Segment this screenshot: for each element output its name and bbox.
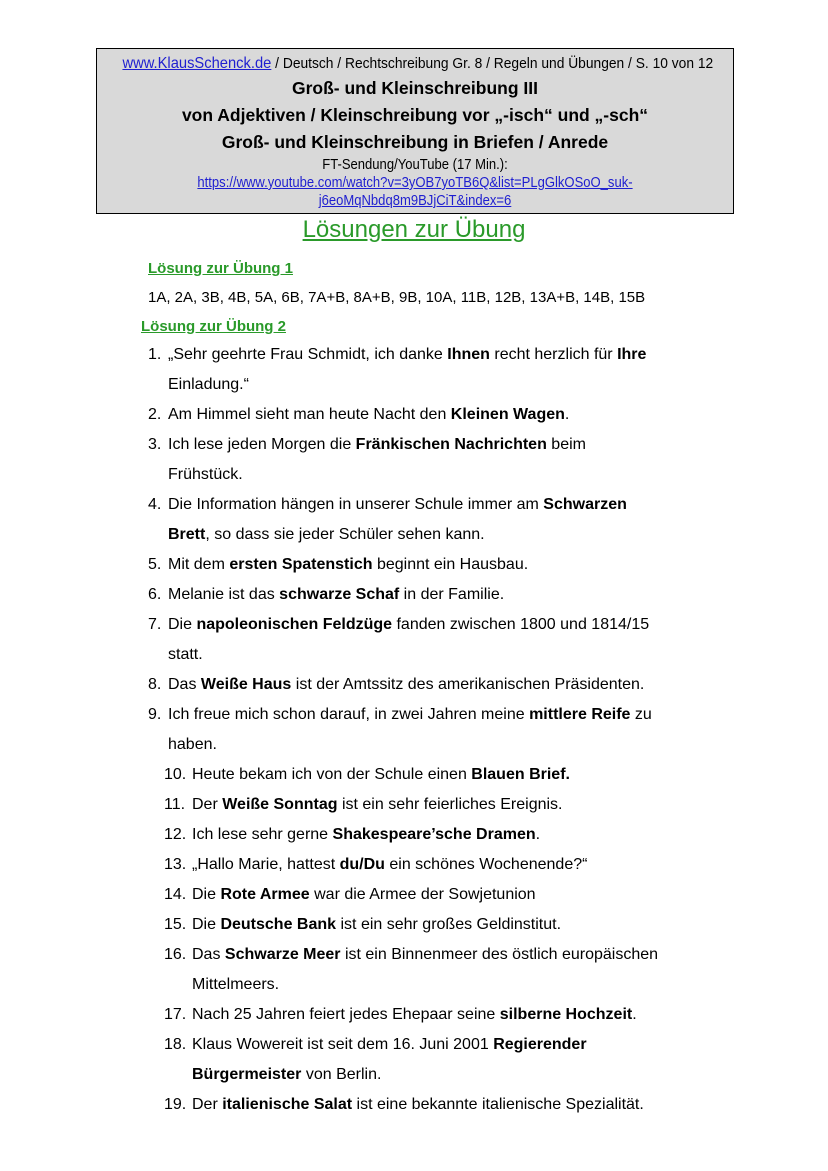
header-title-3: Groß- und Kleinschreibung in Briefen / Anrede [221,132,609,152]
item-text: Mittelmeers. [192,976,280,993]
item-number: 19. [164,1096,187,1113]
item-text: Der [192,1096,223,1113]
site-link[interactable]: www.KlausSchenck.de [122,55,272,72]
item-text: ist ein sehr großes Geldinstitut. [336,916,562,933]
list-item [164,820,540,850]
item-number: 15. [164,916,187,933]
list-item-continuation [168,370,249,400]
bold-term: Ihnen [447,346,490,363]
item-text: ist eine bekannte italienische Spezialität. [352,1096,644,1113]
list-item [164,940,658,970]
item-text: „Hallo Marie, hattest [192,856,340,873]
bold-term: Deutsche Bank [220,916,337,933]
item-number: 7. [148,616,162,633]
list-item [148,490,627,520]
list-item [164,1090,644,1120]
item-number: 3. [148,436,162,453]
item-number: 9. [148,706,162,723]
item-number: 1. [148,346,162,363]
bold-term: ersten Spatenstich [229,556,373,573]
broadcast-label: FT-Sendung/YouTube (17 Min.): [322,157,508,173]
item-text: fanden zwischen 1800 und 1814/15 [392,616,650,633]
list-item-continuation [192,970,279,1000]
bold-term: Weiße Haus [200,676,292,693]
item-text: Die Information hängen in unserer Schule immer am [168,496,544,513]
breadcrumb: / Deutsch / Rechtschreibung Gr. 8 / Regeln und Übungen / S. 10 von 12 [271,55,714,72]
list-item-continuation [168,460,243,490]
item-text: war die Armee der Sowjetunion [309,886,536,903]
list-item [164,760,570,790]
bold-term: napoleonischen Feldzüge [196,616,393,633]
item-number: 16. [164,946,187,963]
list-item-continuation [168,640,203,670]
item-text: Ich lese jeden Morgen die [168,436,356,453]
bold-term: Blauen Brief. [471,766,570,783]
bold-term: silberne Hochzeit [499,1006,633,1023]
bold-term: mittlere Reife [529,706,631,723]
document-header [96,48,734,214]
header-title-1: Groß- und Kleinschreibung III [292,78,538,98]
youtube-link-line-1[interactable]: https://www.youtube.com/watch?v=3yOB7yoTB6Q&list=PLgGlkOSoO_suk- [197,175,633,191]
item-text: Das [192,946,225,963]
list-item [164,790,562,820]
list-item-continuation [192,1060,381,1090]
exercise-1-heading: Lösung zur Übung 1 [148,260,293,277]
exercise-1-answers: 1A, 2A, 3B, 4B, 5A, 6B, 7A+B, 8A+B, 9B, 10A, 11B, 12B, 13A+B, 14B, 15B [148,289,646,306]
item-text: Melanie ist das [168,586,280,603]
item-text: Die [168,616,197,633]
exercise-2-heading: Lösung zur Übung 2 [141,318,286,335]
item-text: beginnt ein Hausbau. [372,556,529,573]
list-item-continuation [168,730,217,760]
list-item-continuation [168,520,485,550]
item-text: Ich freue mich schon darauf, in zwei Jahren meine [168,706,530,723]
item-number: 12. [164,826,187,843]
item-text: Heute bekam ich von der Schule einen [192,766,472,783]
item-text: Ich lese sehr gerne [192,826,333,843]
item-text: , so dass sie jeder Schüler sehen kann. [205,526,485,543]
item-text: Mit dem [168,556,230,573]
item-text: . [535,826,541,843]
item-number: 17. [164,1006,187,1023]
bold-term: Bürgermeister [192,1066,302,1083]
item-text: statt. [168,646,203,663]
item-number: 2. [148,406,162,423]
list-item [164,850,587,880]
bold-term: Fränkischen Nachrichten [355,436,547,453]
header-title-2: von Adjektiven / Kleinschreibung vor „-isch“ und „-sch“ [181,105,649,125]
list-item [148,580,504,610]
bold-term: Regierender [493,1036,587,1053]
item-text: Am Himmel sieht man heute Nacht den [168,406,451,423]
item-number: 14. [164,886,187,903]
bold-term: italienische Salat [222,1096,353,1113]
bold-term: Ihre [617,346,647,363]
bold-term: Schwarze Meer [224,946,341,963]
item-text: recht herzlich für [489,346,618,363]
item-text: ist ein sehr feierliches Ereignis. [337,796,563,813]
item-number: 10. [164,766,187,783]
list-item [148,700,652,730]
bold-term: Brett [168,526,206,543]
item-text: . [632,1006,637,1023]
item-number: 8. [148,676,162,693]
list-item [164,880,536,910]
bold-term: Rote Armee [220,886,310,903]
item-text: . [564,406,570,423]
item-text: Das [168,676,201,693]
item-number: 11. [164,796,186,813]
bold-term: schwarze Schaf [279,586,400,603]
item-text: Einladung.“ [168,376,249,393]
item-text: Frühstück. [168,466,243,483]
bold-term: du/Du [339,856,385,873]
item-text: Nach 25 Jahren feiert jedes Ehepaar seine [192,1006,500,1023]
list-item [148,430,586,460]
bold-term: Weiße Sonntag [222,796,338,813]
item-text: beim [546,436,586,453]
item-text: Der [192,796,223,813]
item-text: ist ein Binnenmeer des östlich europäischen [340,946,659,963]
bold-term: Shakespeare’sche Dramen [332,826,536,843]
item-text: Klaus Wowereit ist seit dem 16. Juni 2001 [192,1036,494,1053]
item-number: 18. [164,1036,187,1053]
list-item [164,910,561,940]
list-item [148,550,528,580]
item-text: von Berlin. [301,1066,382,1083]
item-number: 13. [164,856,187,873]
item-text: in der Familie. [399,586,505,603]
item-number: 5. [148,556,162,573]
list-item [148,670,644,700]
list-item [148,610,649,640]
list-item [164,1000,637,1030]
header-line [122,55,714,73]
item-text: zu [630,706,652,723]
bold-term: Kleinen Wagen [450,406,565,423]
solutions-title: Lösungen zur Übung [302,216,526,243]
list-item [148,400,569,430]
item-text: „Sehr geehrte Frau Schmidt, ich danke [168,346,448,363]
item-text: ist der Amtssitz des amerikanischen Präsidenten. [291,676,645,693]
item-text: Die [192,916,221,933]
item-number: 4. [148,496,162,513]
item-text: haben. [168,736,217,753]
item-text: Die [192,886,221,903]
item-number: 6. [148,586,162,603]
list-item [164,1030,587,1060]
bold-term: Schwarzen [543,496,627,513]
list-item [148,340,646,370]
item-text: ein schönes Wochenende?“ [384,856,588,873]
youtube-link-line-2[interactable]: j6eoMqNbdq8m9BJjCiT&index=6 [318,193,512,209]
